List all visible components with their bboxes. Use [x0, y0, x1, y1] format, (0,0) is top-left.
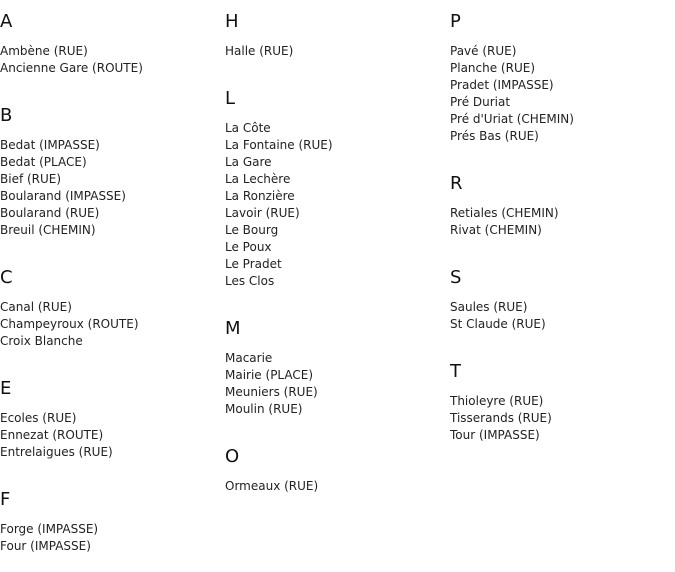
street-name: Rivat (CHEMIN) [450, 223, 542, 237]
section-letter-heading: F [0, 489, 11, 510]
group-spacer [225, 495, 450, 512]
section-letter-heading: A [0, 11, 13, 32]
section-letter-heading: S [450, 267, 462, 288]
street-name: La Fontaine (RUE) [225, 138, 333, 152]
section-letter-heading: L [225, 88, 236, 109]
street-list [225, 120, 450, 290]
group-spacer [0, 77, 225, 94]
group-spacer [450, 333, 675, 350]
street-name: Thioleyre (RUE) [450, 394, 544, 408]
street-name: Croix Blanche [0, 334, 83, 348]
group-spacer [450, 145, 675, 162]
letter-group [0, 0, 225, 94]
street-name: Boularand (RUE) [0, 206, 100, 220]
street-list [450, 299, 675, 333]
group-spacer [450, 239, 675, 256]
group-spacer [225, 418, 450, 435]
street-name: Bedat (PLACE) [0, 155, 87, 169]
street-index-column-3 [450, 0, 675, 461]
section-letter-heading: C [0, 267, 13, 288]
street-name: Pré d'Uriat (CHEMIN) [450, 112, 574, 126]
section-letter-heading: O [225, 446, 240, 467]
street-name: Moulin (RUE) [225, 402, 303, 416]
street-name: Pradet (IMPASSE) [450, 78, 554, 92]
street-name: Le Poux [225, 240, 272, 254]
street-name: Prés Bas (RUE) [450, 129, 539, 143]
street-name: Mairie (PLACE) [225, 368, 314, 382]
street-name: Lavoir (RUE) [225, 206, 300, 220]
letter-group [450, 0, 675, 162]
street-name: Bedat (IMPASSE) [0, 138, 100, 152]
street-index-column-2 [225, 0, 450, 512]
street-list [450, 205, 675, 239]
letter-group [450, 256, 675, 350]
street-list [0, 521, 225, 555]
letter-group [450, 162, 675, 256]
section-letter-heading: H [225, 11, 239, 32]
letter-group [0, 256, 225, 367]
group-spacer [225, 60, 450, 77]
letter-group [0, 367, 225, 478]
street-name: La Côte [225, 121, 271, 135]
street-name: Le Bourg [225, 223, 279, 237]
street-name: Four (IMPASSE) [0, 539, 91, 553]
street-list [225, 350, 450, 418]
letter-group [225, 77, 450, 307]
street-name: Halle (RUE) [225, 44, 294, 58]
street-name: Boularand (IMPASSE) [0, 189, 126, 203]
street-name: Tisserands (RUE) [450, 411, 552, 425]
street-list [0, 43, 225, 77]
street-name: La Gare [225, 155, 272, 169]
section-letter-heading: R [450, 173, 463, 194]
street-name: Retiales (CHEMIN) [450, 206, 559, 220]
street-name: Saules (RUE) [450, 300, 528, 314]
street-name: Breuil (CHEMIN) [0, 223, 96, 237]
street-name: Ambène (RUE) [0, 44, 88, 58]
street-name: Canal (RUE) [0, 300, 72, 314]
letter-group [450, 350, 675, 461]
group-spacer [450, 444, 675, 461]
letter-group [0, 94, 225, 256]
street-name: La Ronzière [225, 189, 295, 203]
street-list [450, 393, 675, 444]
letter-group [225, 435, 450, 512]
group-spacer [0, 555, 225, 572]
section-letter-heading: T [450, 361, 461, 382]
street-list [225, 43, 450, 60]
street-name: Meuniers (RUE) [225, 385, 318, 399]
street-name: Tour (IMPASSE) [450, 428, 540, 442]
letter-group [0, 478, 225, 572]
section-letter-heading: E [0, 378, 12, 399]
street-name: Ecoles (RUE) [0, 411, 77, 425]
street-name: St Claude (RUE) [450, 317, 546, 331]
street-list [0, 410, 225, 461]
letter-group [225, 307, 450, 435]
section-letter-heading: B [0, 105, 13, 126]
street-name: Pré Duriat [450, 95, 511, 109]
street-name: Bief (RUE) [0, 172, 62, 186]
street-list [0, 137, 225, 239]
section-letter-heading: P [450, 11, 461, 32]
street-name: Planche (RUE) [450, 61, 535, 75]
group-spacer [0, 350, 225, 367]
street-name: Forge (IMPASSE) [0, 522, 99, 536]
street-name: Ancienne Gare (ROUTE) [0, 61, 143, 75]
street-name: Pavé (RUE) [450, 44, 517, 58]
street-name: Les Clos [225, 274, 275, 288]
street-name: Ennezat (ROUTE) [0, 428, 104, 442]
section-letter-heading: M [225, 318, 241, 339]
street-name: Ormeaux (RUE) [225, 479, 319, 493]
street-name: Entrelaigues (RUE) [0, 445, 113, 459]
street-name: Macarie [225, 351, 273, 365]
street-name: Le Pradet [225, 257, 282, 271]
street-list [450, 43, 675, 145]
street-index-column-1 [0, 0, 225, 572]
street-list [0, 299, 225, 350]
group-spacer [0, 239, 225, 256]
letter-group [225, 0, 450, 77]
group-spacer [225, 290, 450, 307]
street-name: Champeyroux (ROUTE) [0, 317, 139, 331]
street-list [225, 478, 450, 495]
group-spacer [0, 461, 225, 478]
street-name: La Lechère [225, 172, 291, 186]
